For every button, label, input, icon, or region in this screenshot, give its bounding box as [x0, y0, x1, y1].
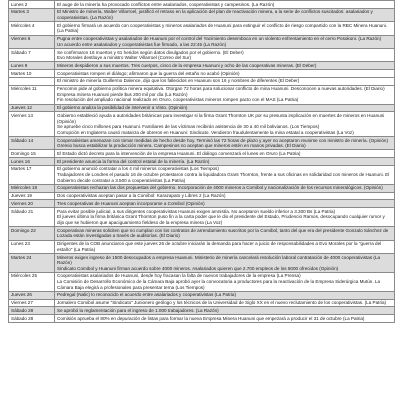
- event-text: Dirigentes de la COB anunciaron que este jueves 26 de octubre iniciarán la demanda para hacer a juicio de responsabilidades a Evo Morales por la "guerra del estaño" (La Patria): [57, 241, 382, 252]
- chronology-row: [9, 104, 395, 112]
- row-events: [55, 253, 395, 272]
- event-text: Dos cooperativistas aceptan pasar a la Comibol: Karazapato y Libres 2 (La Razón): [57, 193, 226, 199]
- event-text: El gobierno analiza la posibilidad de intervenir a Vinto. (Opinión): [57, 105, 188, 111]
- row-events: [55, 165, 395, 184]
- chronology-rows: [9, 1, 395, 323]
- row-date: Sábado 21: [9, 208, 55, 227]
- event-text: Fencomin pide al gobierno política minera equitativa. Otorgan 72 horas para solucionar conflicto de mina Huanuni. Desconocen a nuevas autoridades. (El Diario): [57, 86, 385, 92]
- row-events: [55, 35, 395, 48]
- event-text: El auge de la minería ha provocado conflictos entre asalariados, cooperativistas y campesinos. (La Razón): [57, 1, 275, 7]
- row-date: Miércoles 18: [9, 184, 55, 192]
- row-events: [55, 299, 395, 307]
- event-text: Mineros exigen ingreso de 1500 desocupados a empresa Huanuni. Ministerio de minería cancelará resolución laboral contratación de 4000 cooperativistas (La Razón): [57, 254, 381, 266]
- chronology-row: [9, 35, 395, 48]
- row-events: [55, 184, 395, 192]
- event-text: Gremio busca estabilizar la producción minera. Campesinos no aceptan que mineros estén en manos privadas. (El Diario): [57, 143, 306, 149]
- row-events: [55, 158, 395, 166]
- event-text: Pedregal (Nalic) lo reconocido el acuerdo entre asalariados y cooperativistas (La Patria): [57, 292, 236, 298]
- chronology-row: [9, 85, 395, 104]
- row-date: Sábado 14: [9, 136, 55, 149]
- chronology-row: [9, 1, 395, 9]
- chronology-row: [9, 77, 395, 85]
- event-text: Empresa minera Huanuni pierde $us 200 mil por día (La Razón): [57, 91, 188, 97]
- row-events: [55, 208, 395, 227]
- event-text: Trabajadores de Londres el pasado 16 de octubre protestaron contra la liquidadora Grant Thornton, frente a sus oficinas en solidaridad con mineros de Huanuni. El Gobierno decide contratar a 3.500 a cooperativistas (La Patria): [57, 172, 390, 183]
- chronology-row: [9, 62, 395, 70]
- chronology-row: [9, 208, 395, 227]
- event-text: Un acuerdo entre asalariados y cooperativistas fue firmado, a las 22:45 (La Razón): [57, 41, 227, 47]
- row-date: Viernes 20: [9, 200, 55, 208]
- event-text: Se apruebe cinco millones para Huanuni. Familiares de las víctimas recibirán asistencia de 30 a 40 mil bolivianos. (Los Tiempos): [57, 124, 320, 130]
- row-date: Martes 3: [9, 8, 55, 21]
- event-text: Jornalero Comibol asume "Sindicato" Junionero geólogo y los técnicos de la Universidad de Siglo XX en el nuevo reclutamiento de los cooperativistas. (La Patria): [57, 300, 387, 306]
- event-text: Comisión aprueba el 80% en depuración de listas para formar la nueva Empresa Minera Huanuni que empezará a producir el 31 de octubre (La Patria): [57, 315, 365, 321]
- row-date: Sábado 28: [9, 307, 55, 315]
- event-text: Cooperativas mineras soliciten que no cumplan con los contratos de arrendamiento suscritos por la Comibol, tanto del que era del presidente Gonzalo Sánchez de Lozada están investigadas a través de auditorías. (El Diario): [57, 227, 389, 239]
- event-text: El gobierno anunció contratar a los 4 mil mineros cooperativistas (Los Tiempos): [57, 166, 219, 172]
- chronology-row: [9, 158, 395, 166]
- chronology-row: [9, 70, 395, 78]
- event-text: Gobierno estableció ayuda a autoridades británicas para investigar si la firma Grant Thornton UK por su presunta implicación en muertes de mineros en Huanuni (Opinión): [57, 112, 385, 124]
- row-date: Martes 24: [9, 253, 55, 272]
- event-text: Mineros despidieron a sus muertos. Tres cuerpos, cinco de la empresa Huanuni y ocho de las cooperativas mineras. (El Deber): [57, 62, 317, 68]
- row-date: Viernes 6: [9, 35, 55, 48]
- row-events: [55, 272, 395, 291]
- row-date: Jueves 12: [9, 104, 55, 112]
- chronology-row: [9, 299, 395, 307]
- row-events: [55, 240, 395, 253]
- chronology-row: [9, 315, 395, 323]
- row-events: [55, 1, 395, 9]
- event-text: El ministro de minería Guillermo Dalence, dijo que los fallecidos en Huanuni son 16 y nombres de diferentes (El Deber): [57, 78, 300, 84]
- row-date: Lunes 23: [9, 240, 55, 253]
- event-text: Cooperativistas rechazan las dos propuestas del gobierno. Incorporación de 4000 mineros a Comibol y nacionalización de los recursos mineralógicos. (Opinión): [57, 185, 383, 191]
- row-events: [55, 307, 395, 315]
- event-text: Para evitar posible judicial, a sus dirigentes cooperativistas Huanuni exigen amnistía. No aceptaron sueldo inferior a 3.300 Bs (La Patria): [57, 208, 336, 214]
- chronology-row: [9, 253, 395, 272]
- chronology-table: [8, 0, 395, 323]
- row-events: [55, 150, 395, 158]
- event-text: Corrupción en Inglaterra causó matanza de obreros en Huanuni: Sindicato. Vendieron fraudulentamente la mina estatal a cooperativistas (La Voz): [57, 129, 354, 135]
- row-events: [55, 85, 395, 104]
- row-events: [55, 8, 395, 21]
- row-date: Viernes 27: [9, 299, 55, 307]
- chronology-row: [9, 227, 395, 240]
- row-date: Miércoles 4: [9, 22, 55, 35]
- row-events: [55, 136, 395, 149]
- row-date: Sábado 28: [9, 315, 55, 323]
- row-date: Martes 17: [9, 165, 55, 184]
- event-text: Cooperativistas rompen el diálogo; afirmaron que la guerra del estaño no acabó (Opinión): [57, 70, 240, 76]
- chronology-row: [9, 22, 395, 35]
- event-text: El presidente anuncia la forma del control estatal de la minería. (La Razón): [57, 158, 210, 164]
- event-text: Cooperativistas amenazan con tomar medidas de hecho desde hoy. Terminó las 72 horas de plazo y ayer no aceptaron reunirse con ministro de minería. (Opinión): [57, 137, 389, 143]
- row-events: [55, 70, 395, 78]
- row-events: [55, 200, 395, 208]
- event-text: Se confirmaron 16 muertos y 61 heridos según datos divulgados por el gobierno. (El Deber): [57, 49, 244, 55]
- event-text: El Ministro de minería, Walter Villarroel, justificó el retraso en la aplicación del plan de reactivación minera, a la serie de conflictos suscitados: asalariados y cooperativistas. (La Razón): [57, 9, 373, 20]
- row-date: Jueves 19: [9, 192, 55, 200]
- row-events: [55, 22, 395, 35]
- row-events: [55, 77, 395, 85]
- event-text: Fin resolución del ampliado nacional realizado en Oruro, cooperativistas mineros rompen pacto con el MAS (La Patria): [57, 97, 299, 103]
- event-text: La Comisión de Desarrollo Económico de la Cámara Baja aprobó ayer la convocatoria a productores para la reactivación de la Empresa Siderúrgica Mutún. La Cámara Baja elegirá a profesionales para presentar terna (Los Tiempos): [57, 279, 381, 290]
- event-text: Pugna entre cooperativistas y asalariados de Huanuni por el control del Yacimiento desemboca en un violento enfrentamiento en el cerro Posokoni. (La Razón): [57, 36, 382, 42]
- chronology-row: [9, 192, 395, 200]
- row-events: [55, 315, 395, 323]
- event-text: El Estado dictó decreto para la intervención de la empresa Huanuni. El diálogo comenzará el lunes en Oruro (La Patria): [57, 150, 301, 156]
- chronology-row: [9, 184, 395, 192]
- row-events: [55, 291, 395, 299]
- row-date: Lunes 9: [9, 62, 55, 70]
- row-date: Miércoles 11: [9, 85, 55, 104]
- row-events: [55, 48, 395, 61]
- row-date: Domingo 22: [9, 227, 55, 240]
- event-text: Tres cooperativas de Huanuni aceptan incorporarse a Comibol (Opinión): [57, 201, 205, 206]
- row-events: [55, 192, 395, 200]
- row-date: Domingo 15: [9, 150, 55, 158]
- row-date: Viernes 13: [9, 112, 55, 137]
- event-text: Evo Morales destituye a ministro Walter Villarroel (Correo del Sur): [57, 55, 192, 61]
- chronology-row: [9, 307, 395, 315]
- chronology-row: [9, 200, 395, 208]
- chronology-row: [9, 112, 395, 137]
- row-date: Lunes 2: [9, 1, 55, 9]
- chronology-row: [9, 165, 395, 184]
- chronology-row: [9, 240, 395, 253]
- row-events: [55, 104, 395, 112]
- row-date: Lunes 16: [9, 158, 55, 166]
- chronology-row: [9, 136, 395, 149]
- event-text: Se aprobó la reglamentación para el ingreso de 1.000 trabajadores. (La Razón): [57, 308, 219, 313]
- row-date: Sábado 7: [9, 48, 55, 61]
- event-text: Sindicato Comibol y Huanuni firman acuerdo sobre 4000 mineros. Asalariados quieren que 2.700 empleos de los 5000 ofrecidos (Opinión): [57, 265, 339, 271]
- event-text: Cooperativistas asalariados de Huanuni, desde hoy fracasan la falta de nuevos trabajadores de la empresa (La Prensa): [57, 273, 301, 279]
- row-date: Jueves 26: [9, 291, 55, 299]
- row-events: [55, 62, 395, 70]
- row-date: Martes 10: [9, 70, 55, 78]
- row-events: [55, 112, 395, 137]
- chronology-row: [9, 272, 395, 291]
- chronology-row: [9, 48, 395, 61]
- row-events: [55, 227, 395, 240]
- chronology-row: [9, 8, 395, 21]
- row-date: Miércoles 25: [9, 272, 55, 291]
- event-text: El jueves último la firma británica Grant Thornton puso fin a la carta poder que le dio el presidente del Estado, Prudencio Ramos, desocupando cualquier rumor y dijo que se hubieron que apaciguamiento fieldeso de la empresa minera (La Voz): [57, 214, 385, 225]
- chronology-row: [9, 150, 395, 158]
- chronology-row: [9, 291, 395, 299]
- event-text: El gobierno firmará un acuerdo con cooperativistas y mineros asalariados de Huanuni para extinguir el conflicto de riesgo compartido con la RBC Minera Huanuni. (La Patria): [57, 22, 388, 34]
- row-date: [9, 77, 55, 85]
